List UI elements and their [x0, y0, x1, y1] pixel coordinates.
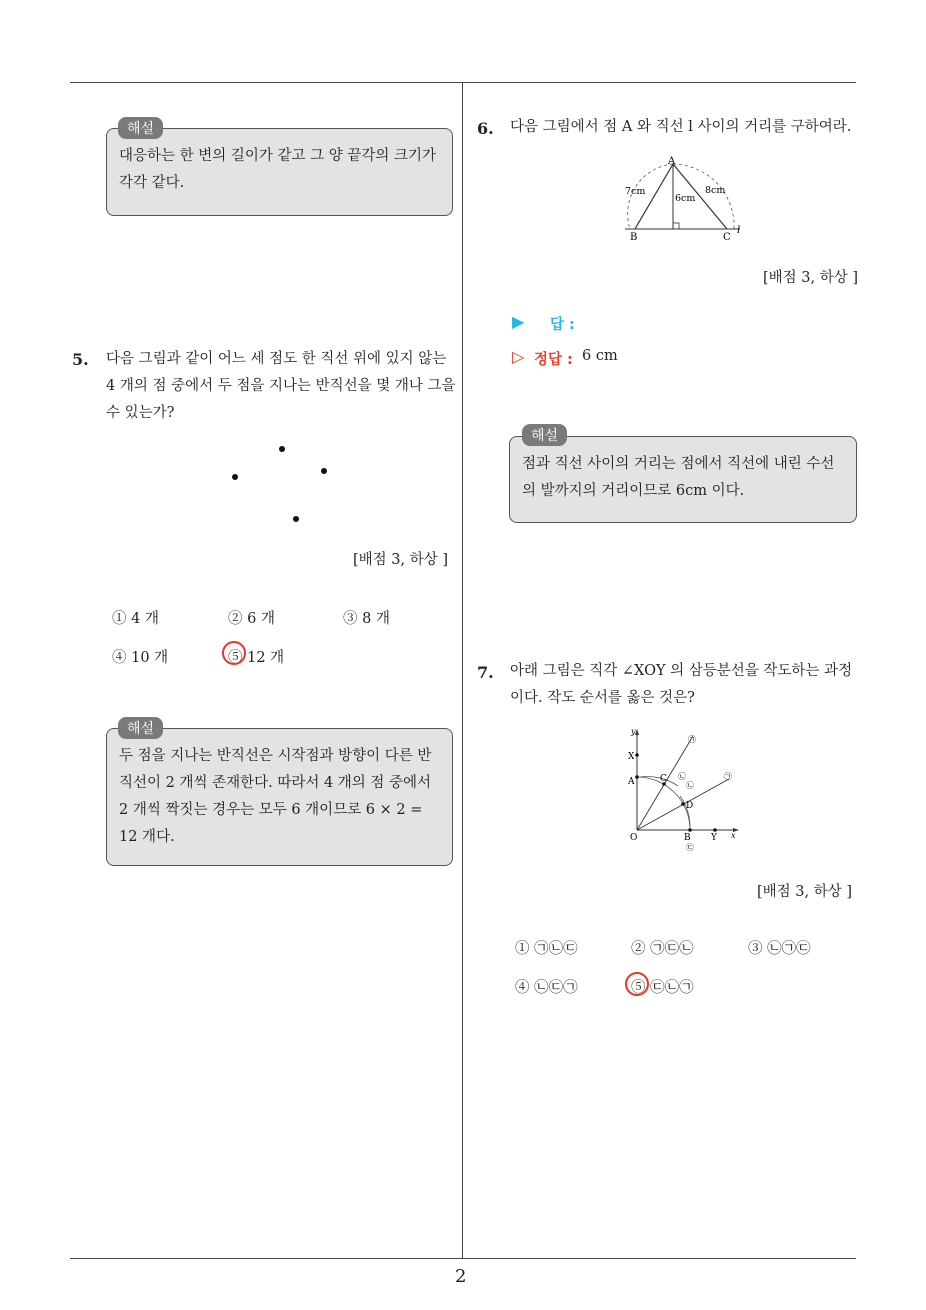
answer-label: 답 : — [550, 317, 575, 333]
choice-4[interactable]: ④ ㉡㉢㉠ — [515, 980, 578, 996]
label-O: O — [630, 833, 638, 843]
explanation-tag: 해설 — [118, 717, 163, 739]
explanation-box-2 — [106, 728, 453, 866]
choice-2[interactable]: ② 6 개 — [228, 611, 275, 627]
question-number: 7. — [477, 663, 494, 682]
choice-3[interactable]: ③ ㉡㉠㉢ — [748, 941, 811, 957]
explanation-box-1 — [106, 128, 453, 216]
correct-value: 6 cm — [582, 348, 618, 364]
point — [321, 468, 327, 474]
label-l: l — [737, 225, 741, 236]
label-ac: 8cm — [705, 185, 726, 196]
choice-2[interactable]: ② ㉠㉢㉡ — [631, 941, 694, 957]
score-meta: [배점 3, 하상 ] — [762, 270, 858, 286]
label-y: y — [631, 727, 636, 736]
label-k2b: ㉡ — [686, 781, 694, 790]
choice-1[interactable]: ① 4 개 — [112, 611, 159, 627]
explanation-text: 점과 직선 사이의 거리는 점에서 직선에 내린 수선의 발까지의 거리이므로 6cm 이다. — [522, 456, 835, 499]
point — [279, 446, 285, 452]
label-B: B — [684, 833, 691, 843]
question-text: 다음 그림과 같이 어느 세 점도 한 직선 위에 있지 않는 4 개의 점 중에서 두 점을 지나는 반직선을 몇 개나 그을 수 있는가? — [106, 351, 456, 421]
choice-3[interactable]: ③ 8 개 — [343, 611, 390, 627]
column-divider — [462, 82, 463, 1258]
score-meta: [배점 3, 하상 ] — [756, 884, 852, 900]
label-C: C — [660, 774, 667, 784]
label-X: X — [628, 752, 635, 762]
trisection-figure — [620, 724, 745, 854]
point — [293, 516, 299, 522]
choice-5[interactable]: ⑤ ㉢㉡㉠ — [631, 980, 694, 996]
choice-5[interactable]: ⑤ 12 개 — [228, 650, 285, 666]
question-text: 아래 그림은 직각 ∠XOY 의 삼등분선을 작도하는 과정이다. 작도 순서를 옳은 것은? — [510, 663, 853, 706]
label-A: A — [668, 156, 676, 167]
label-k1b: ㉠ — [724, 772, 732, 781]
bottom-rule — [70, 1258, 856, 1259]
explanation-tag: 해설 — [522, 424, 567, 446]
page-number: 2 — [455, 1266, 467, 1287]
label-B: B — [630, 232, 638, 243]
question-number: 6. — [477, 119, 494, 138]
explanation-box-3 — [509, 436, 857, 523]
four-points-figure — [220, 435, 340, 530]
explanation-text: 대응하는 한 변의 길이가 같고 그 양 끝각의 크기가 각각 같다. — [119, 148, 437, 191]
label-ah: 6cm — [675, 193, 696, 204]
answer-arrow-icon: ▶ — [512, 312, 525, 331]
point — [232, 474, 238, 480]
label-A: A — [628, 777, 635, 787]
choice-1[interactable]: ① ㉠㉡㉢ — [515, 941, 578, 957]
explanation-tag: 해설 — [118, 117, 163, 139]
label-Y: Y — [711, 833, 717, 843]
label-ab: 7cm — [625, 186, 646, 197]
label-k2: ㉡ — [678, 772, 686, 781]
top-rule — [70, 82, 856, 83]
explanation-text: 두 점을 지나는 반직선은 시작점과 방향이 다른 반직선이 2 개씩 존재한다. 따라서 4 개의 점 중에서 2 개씩 짝짓는 경우는 모두 6 개이므로 6 × 2 = 12 개다. — [119, 748, 432, 845]
correct-label: 정답 : — [534, 352, 573, 368]
label-D: D — [686, 801, 694, 811]
label-x: x — [731, 831, 736, 840]
label-k3: ㉢ — [686, 843, 694, 852]
choice-4[interactable]: ④ 10 개 — [112, 650, 169, 666]
label-k1: ㉠ — [688, 735, 696, 744]
triangle-figure — [610, 152, 750, 244]
question-text: 다음 그림에서 점 A 와 직선 l 사이의 거리를 구하여라. — [510, 119, 852, 135]
score-meta: [배점 3, 하상 ] — [352, 552, 448, 568]
answer-mark-icon — [625, 972, 649, 996]
correct-arrow-icon: ▷ — [512, 347, 525, 366]
question-number: 5. — [72, 350, 89, 369]
answer-mark-icon — [222, 641, 246, 665]
label-C: C — [723, 232, 731, 243]
